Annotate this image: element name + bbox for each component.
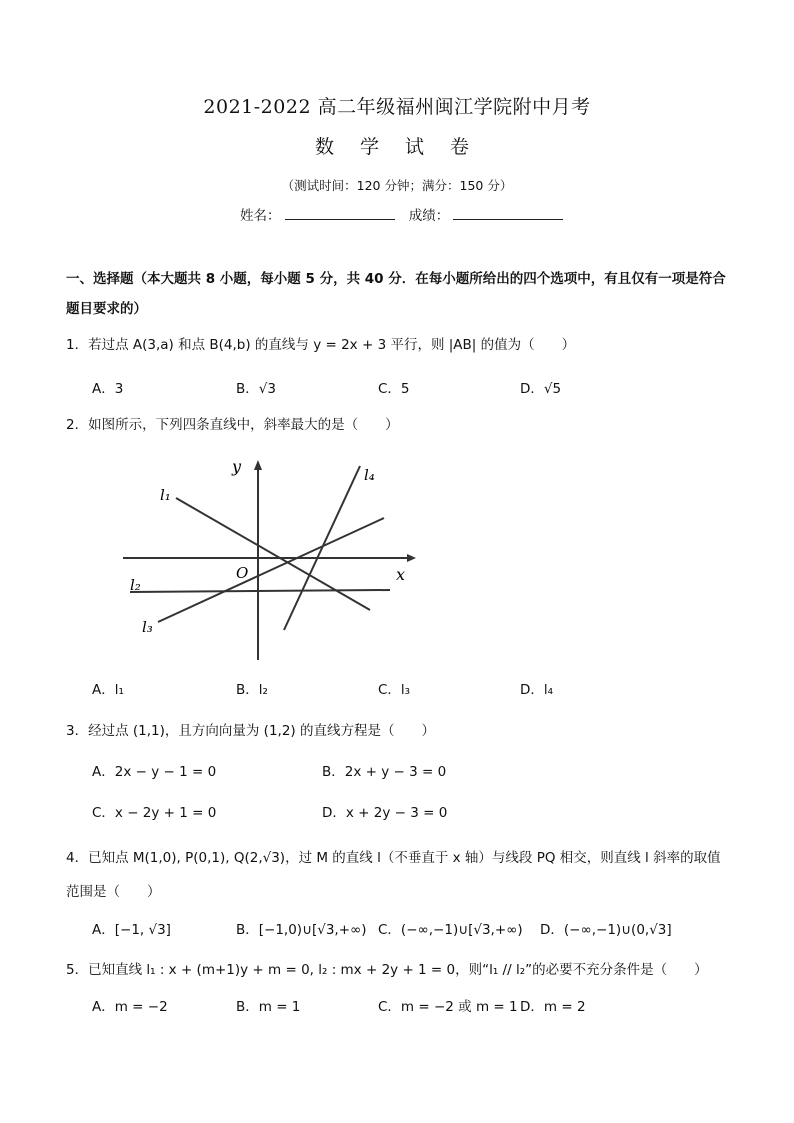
y-axis-label: y: [232, 457, 242, 476]
name-score-fields: [240, 204, 573, 224]
exam-subtitle: 数 学 试 卷: [314, 136, 480, 158]
line-l3: [158, 518, 384, 622]
q1-option-a: A．3: [92, 381, 124, 397]
q1-option-b: B．√3: [236, 381, 276, 397]
q3-option-c: C．x − 2y + 1 = 0: [92, 805, 217, 821]
question-1: 1．若过点 A(3,a) 和点 B(4,b) 的直线与 y = 2x + 3 平行，则 |AB| 的值为（ ）: [66, 337, 576, 353]
q4-option-d: D．(−∞,−1)∪(0,√3]: [540, 922, 672, 938]
q5-option-b: B．m = 1: [236, 999, 301, 1015]
q4-option-a: A．[−1, √3]: [92, 922, 171, 938]
l1-label-top: l₁: [160, 486, 171, 504]
q2-option-d: D．l₄: [520, 682, 554, 698]
question-4: 4．已知点 M(1,0), P(0,1), Q(2,√3)，过 M 的直线 l（不垂直于 x 轴）与线段 PQ 相交，则直线 l 斜率的取值: [66, 850, 721, 866]
x-axis-label: x: [396, 565, 406, 584]
l2-label: l₂: [130, 576, 141, 594]
question-4-cont: 范围是（ ）: [66, 884, 161, 900]
q1-option-d: D．√5: [520, 381, 562, 397]
name-label: 姓名：: [240, 208, 281, 224]
section-heading-line2: 题目要求的）: [66, 301, 147, 317]
q5-option-a: A．m = −2: [92, 999, 168, 1015]
origin-label: O: [236, 564, 249, 582]
q5-option-d: D．m = 2: [520, 999, 586, 1015]
line-l1: [176, 498, 370, 610]
q4-option-c: C．(−∞,−1)∪[√3,+∞): [378, 922, 523, 938]
q2-option-c: C．l₃: [378, 682, 411, 698]
section-heading-line1: 一、选择题（本大题共 8 小题，每小题 5 分，共 40 分．在每小题所给出的四个选项中，有且仅有一项是符合: [66, 271, 726, 287]
question-5: 5．已知直线 l₁ : x + (m+1)y + m = 0, l₂ : mx + 2y + 1 = 0，则“l₁ // l₂”的必要不充分条件是（ ）: [66, 962, 708, 978]
x-axis-arrow: [407, 554, 416, 562]
line-l4: [284, 466, 360, 630]
y-axis-arrow: [254, 460, 262, 470]
question-3: 3．经过点 (1,1)，且方向向量为 (1,2) 的直线方程是（ ）: [66, 723, 435, 739]
q5-option-c: C．m = −2 或 m = 1: [378, 999, 518, 1015]
lines-figure: [118, 450, 428, 665]
name-blank[interactable]: [285, 207, 395, 220]
q3-option-d: D．x + 2y − 3 = 0: [322, 805, 448, 821]
q2-option-a: A．l₁: [92, 682, 124, 698]
question-2: 2．如图所示，下列四条直线中，斜率最大的是（ ）: [66, 417, 399, 433]
score-label: 成绩：: [408, 208, 450, 224]
line-l2: [130, 590, 390, 592]
q4-option-b: B．[−1,0)∪[√3,+∞): [236, 922, 367, 938]
exam-title: 2021-2022 高二年级福州闽江学院附中月考: [203, 96, 591, 118]
score-blank[interactable]: [453, 207, 563, 220]
q3-option-a: A．2x − y − 1 = 0: [92, 764, 217, 780]
q1-option-c: C．5: [378, 381, 410, 397]
l3-label: l₃: [142, 618, 153, 636]
q3-option-b: B．2x + y − 3 = 0: [322, 764, 447, 780]
q2-option-b: B．l₂: [236, 682, 268, 698]
exam-info: （测试时间：120 分钟；满分：150 分）: [281, 178, 513, 193]
l4-label: l₄: [364, 466, 375, 484]
